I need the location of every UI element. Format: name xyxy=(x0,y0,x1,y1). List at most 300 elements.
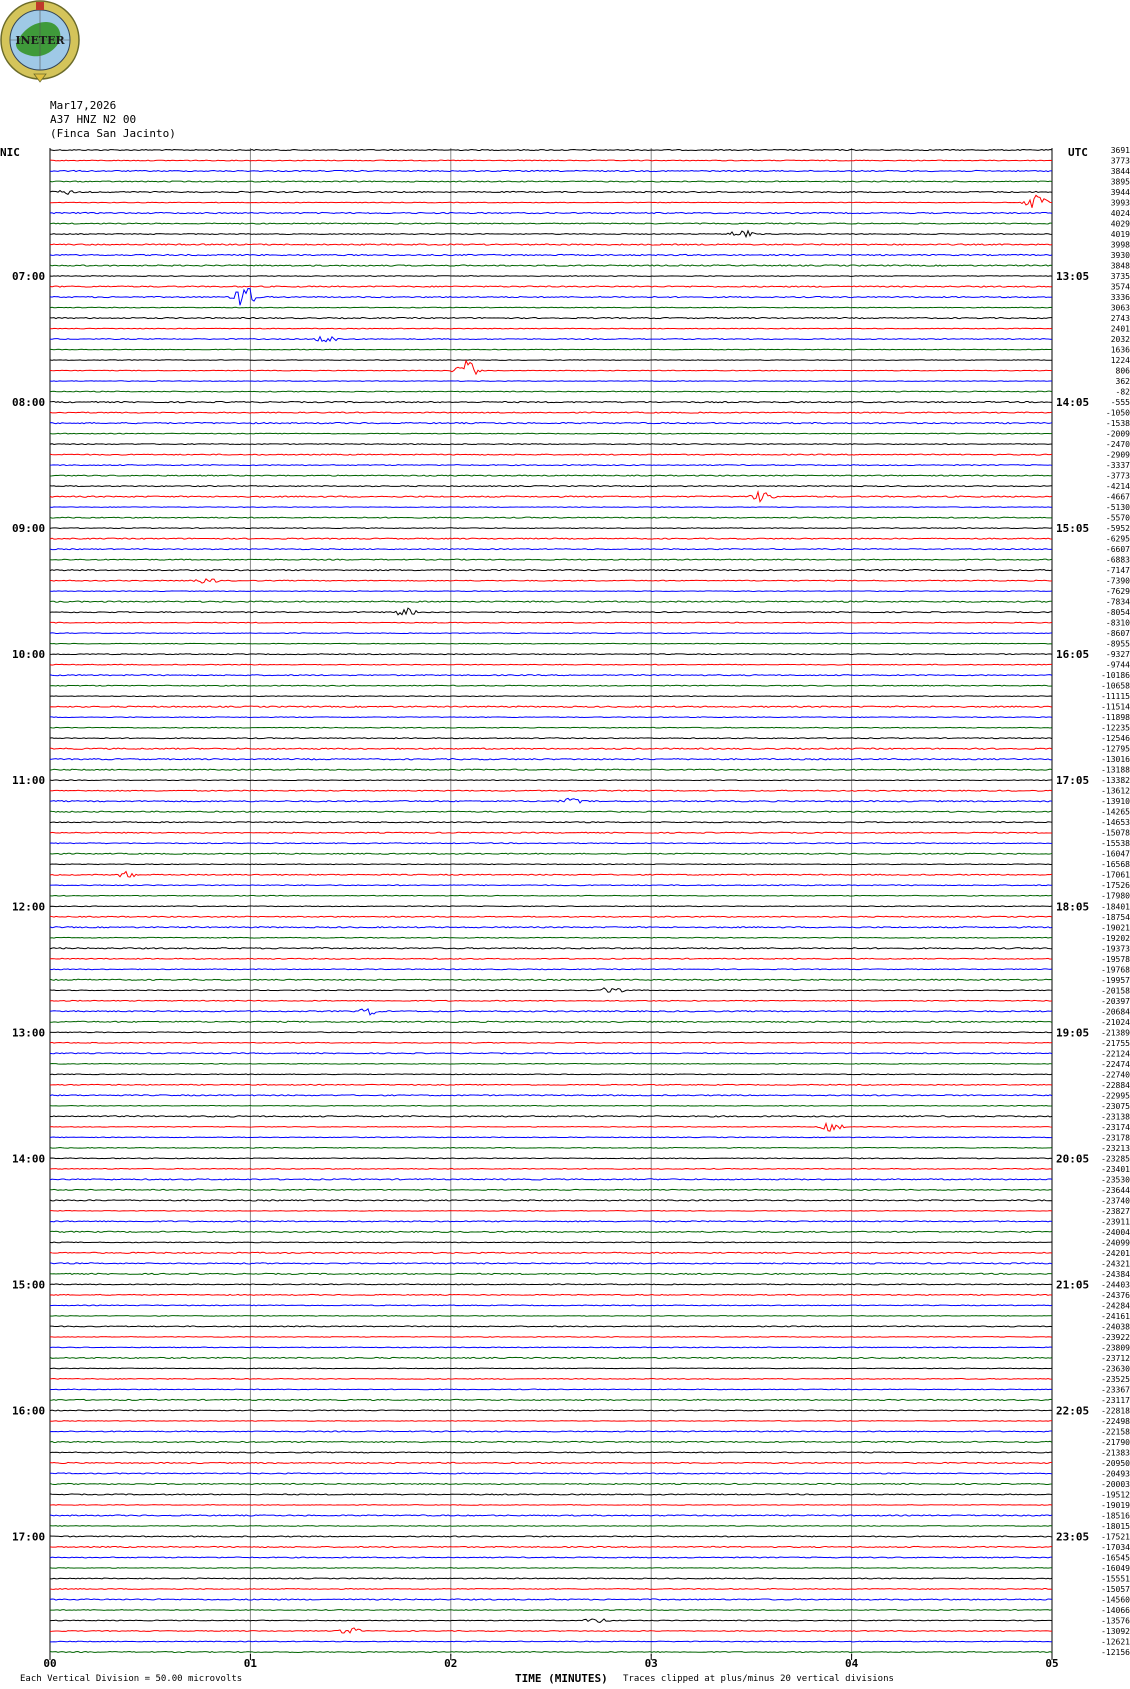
seismic-trace xyxy=(50,748,1052,749)
trace-offset-value: -20003 xyxy=(1101,1479,1130,1489)
trace-offset-value: 2401 xyxy=(1110,324,1130,334)
seismic-trace xyxy=(50,872,1052,878)
trace-offset-value: -24038 xyxy=(1101,1322,1130,1332)
seismic-trace xyxy=(50,486,1052,487)
trace-offset-value: 3691 xyxy=(1110,146,1130,155)
seismic-trace xyxy=(50,885,1052,886)
seismic-trace xyxy=(50,317,1052,318)
trace-offset-value: -23809 xyxy=(1101,1343,1130,1353)
trace-offset-value: -13016 xyxy=(1101,755,1130,765)
seismic-trace xyxy=(50,528,1052,529)
trace-offset-value: -18015 xyxy=(1101,1521,1130,1531)
trace-offset-value: 3336 xyxy=(1110,293,1130,303)
trace-offset-value: -22995 xyxy=(1101,1091,1130,1101)
trace-offset-value: -9744 xyxy=(1105,660,1130,670)
trace-offset-value: -13576 xyxy=(1101,1616,1130,1626)
seismic-trace xyxy=(50,549,1052,550)
trace-offset-value: 3930 xyxy=(1110,251,1130,261)
x-axis-ticks xyxy=(43,1654,1058,1670)
seismic-trace xyxy=(50,195,1052,207)
trace-offset-value: -23285 xyxy=(1101,1154,1130,1164)
trace-offset-value: -14265 xyxy=(1101,807,1130,817)
seismic-trace xyxy=(50,664,1052,665)
trace-offset-value: -2909 xyxy=(1105,450,1130,460)
trace-offset-value: -21024 xyxy=(1101,1017,1130,1027)
trace-offset-value: -17061 xyxy=(1101,870,1130,880)
header-date: Mar17,2026 xyxy=(50,99,117,112)
seismic-trace xyxy=(50,254,1052,255)
trace-offset-value: 3848 xyxy=(1110,261,1130,271)
trace-offset-value: -18401 xyxy=(1101,902,1130,912)
trace-offset-value: 3993 xyxy=(1110,198,1130,208)
trace-offset-value: -13188 xyxy=(1101,765,1130,775)
trace-offset-value: -23827 xyxy=(1101,1206,1130,1216)
seismic-trace xyxy=(50,1347,1052,1348)
seismic-trace xyxy=(50,1462,1052,1463)
seismic-trace xyxy=(50,307,1052,308)
trace-offset-value: -1050 xyxy=(1105,408,1130,418)
seismic-trace xyxy=(50,906,1052,907)
seismic-trace xyxy=(50,1000,1052,1001)
seismic-trace xyxy=(50,1494,1052,1495)
right-time-label: 17:05 xyxy=(1056,774,1090,788)
seismic-trace xyxy=(50,1021,1052,1022)
seismic-trace xyxy=(50,853,1052,854)
trace-offset-value: -11514 xyxy=(1101,702,1130,712)
seismic-trace xyxy=(50,1189,1052,1190)
trace-offset-value: 4024 xyxy=(1110,209,1130,219)
seismic-trace xyxy=(50,1231,1052,1232)
x-tick-label: 02 xyxy=(444,1657,458,1670)
header-site: (Finca San Jacinto) xyxy=(50,127,176,140)
seismic-trace xyxy=(50,1053,1052,1054)
trace-offset-value: -6607 xyxy=(1105,545,1130,555)
seismic-trace xyxy=(50,361,1052,375)
trace-offset-value: -23178 xyxy=(1101,1133,1130,1143)
logo-text: INETER xyxy=(15,34,65,47)
trace-offset-value: -16545 xyxy=(1101,1553,1130,1563)
seismic-trace xyxy=(50,1557,1052,1558)
seismic-trace xyxy=(50,1316,1052,1317)
seismic-trace xyxy=(50,1483,1052,1484)
left-time-label: 16:00 xyxy=(12,1404,46,1418)
seismic-trace xyxy=(50,1158,1052,1159)
trace-offset-value: -19768 xyxy=(1101,965,1130,975)
trace-offset-value: 2743 xyxy=(1110,314,1130,324)
seismic-trace xyxy=(50,475,1052,476)
seismic-trace xyxy=(50,822,1052,823)
seismic-trace xyxy=(50,1357,1052,1358)
seismic-trace xyxy=(50,988,1052,992)
trace-offset-value: -24284 xyxy=(1101,1301,1130,1311)
seismic-trace xyxy=(50,790,1052,791)
trace-offset-value: -15057 xyxy=(1101,1584,1130,1594)
seismic-trace xyxy=(50,1137,1052,1138)
seismic-trace xyxy=(50,401,1052,402)
left-time-label: 11:00 xyxy=(12,774,46,788)
trace-offset-value: -19019 xyxy=(1101,1500,1130,1510)
trace-offset-value: -10186 xyxy=(1101,671,1130,681)
seismic-trace xyxy=(50,1379,1052,1380)
seismic-trace xyxy=(50,895,1052,896)
trace-offset-value: -12156 xyxy=(1101,1648,1130,1657)
seismic-trace xyxy=(50,1294,1052,1295)
trace-offset-value: -23712 xyxy=(1101,1353,1130,1363)
right-time-axis xyxy=(1056,270,1089,1543)
trace-offset-value: -17980 xyxy=(1101,891,1130,901)
seismic-trace xyxy=(50,843,1052,844)
seismic-trace xyxy=(50,559,1052,560)
seismic-trace xyxy=(50,170,1052,171)
trace-offset-value: 3895 xyxy=(1110,177,1130,187)
seismic-trace xyxy=(50,1147,1052,1148)
trace-offset-value: 3773 xyxy=(1110,156,1130,166)
trace-offset-value: -4667 xyxy=(1105,492,1130,502)
seismic-trace xyxy=(50,465,1052,466)
trace-offset-value: -8054 xyxy=(1105,608,1130,618)
left-time-label: 15:00 xyxy=(12,1278,46,1292)
trace-offset-value: -24099 xyxy=(1101,1238,1130,1248)
seismic-trace xyxy=(50,1536,1052,1537)
trace-offset-value: -19202 xyxy=(1101,933,1130,943)
seismic-trace xyxy=(50,1578,1052,1579)
seismic-trace xyxy=(50,916,1052,917)
trace-offset-value: -23213 xyxy=(1101,1143,1130,1153)
trace-offset-value: -24321 xyxy=(1101,1259,1130,1269)
right-time-label: 20:05 xyxy=(1056,1152,1090,1166)
seismic-trace xyxy=(50,507,1052,508)
trace-offset-value: -20950 xyxy=(1101,1458,1130,1468)
seismic-trace xyxy=(50,1599,1052,1600)
x-axis-title: TIME (MINUTES) xyxy=(515,1672,608,1685)
trace-offset-value: 3998 xyxy=(1110,240,1130,250)
seismic-trace xyxy=(50,433,1052,434)
trace-offset-value: -23174 xyxy=(1101,1122,1130,1132)
trace-offset-value: -9327 xyxy=(1105,650,1130,660)
trace-offset-value: -8310 xyxy=(1105,618,1130,628)
trace-offset-value: -23740 xyxy=(1101,1196,1130,1206)
trace-offset-value: -18754 xyxy=(1101,912,1130,922)
seismic-trace xyxy=(50,1389,1052,1390)
trace-offset-value: -21383 xyxy=(1101,1448,1130,1458)
trace-offset-value: -22740 xyxy=(1101,1070,1130,1080)
trace-offset-value: -7834 xyxy=(1105,597,1130,607)
trace-offset-value: -16047 xyxy=(1101,849,1130,859)
seismic-trace xyxy=(50,444,1052,445)
trace-offset-value: -5952 xyxy=(1105,524,1130,534)
seismic-trace xyxy=(50,780,1052,781)
seismic-trace xyxy=(50,1009,1052,1015)
trace-offset-value: -18516 xyxy=(1101,1511,1130,1521)
trace-offset-value: 3944 xyxy=(1110,188,1130,198)
seismic-trace xyxy=(50,149,1052,150)
seismic-trace xyxy=(50,769,1052,770)
seismic-trace xyxy=(50,244,1052,245)
trace-offset-value: -23911 xyxy=(1101,1217,1130,1227)
trace-offset-value: -19373 xyxy=(1101,944,1130,954)
trace-offset-value: -22474 xyxy=(1101,1059,1130,1069)
left-time-label: 13:00 xyxy=(12,1026,46,1040)
trace-offset-value: 3063 xyxy=(1110,303,1130,313)
trace-offset-value: -19021 xyxy=(1101,923,1130,933)
seismic-trace xyxy=(50,685,1052,686)
trace-offset-value: -23530 xyxy=(1101,1175,1130,1185)
seismic-trace xyxy=(50,696,1052,697)
seismic-trace xyxy=(50,1421,1052,1422)
trace-offset-value: -21755 xyxy=(1101,1038,1130,1048)
seismic-trace xyxy=(50,1074,1052,1075)
trace-offset-value: 362 xyxy=(1115,377,1130,387)
trace-offset-value: -17521 xyxy=(1101,1532,1130,1542)
seismic-trace xyxy=(50,1242,1052,1243)
seismic-trace xyxy=(50,979,1052,980)
seismic-trace xyxy=(50,601,1052,602)
seismic-trace xyxy=(50,591,1052,592)
header-station: A37 HNZ N2 00 xyxy=(50,113,137,126)
trace-offset-value: -5570 xyxy=(1105,513,1130,523)
trace-offset-value: -4214 xyxy=(1105,482,1130,492)
left-time-label: 17:00 xyxy=(12,1530,46,1544)
trace-offset-value: 1636 xyxy=(1110,345,1130,355)
right-time-label: 13:05 xyxy=(1056,270,1090,284)
seismic-trace xyxy=(50,391,1052,392)
seismic-trace xyxy=(50,579,1052,583)
right-time-label: 15:05 xyxy=(1056,522,1090,536)
trace-offset-value: -23401 xyxy=(1101,1164,1130,1174)
seismic-trace xyxy=(50,1084,1052,1085)
seismic-trace xyxy=(50,212,1052,213)
trace-offset-value: -22498 xyxy=(1101,1416,1130,1426)
right-time-label: 23:05 xyxy=(1056,1530,1090,1544)
right-time-label: 19:05 xyxy=(1056,1026,1090,1040)
trace-offset-value: -555 xyxy=(1110,398,1130,408)
seismic-trace xyxy=(50,622,1052,623)
trace-offset-value: -13092 xyxy=(1101,1626,1130,1636)
trace-offset-value: -15538 xyxy=(1101,839,1130,849)
left-timezone-label: NIC xyxy=(0,146,20,159)
seismic-trace xyxy=(50,265,1052,266)
x-tick-label: 00 xyxy=(43,1657,57,1670)
trace-offset-value: -14560 xyxy=(1101,1595,1130,1605)
trace-offset-value: -24403 xyxy=(1101,1280,1130,1290)
trace-offset-value: -22124 xyxy=(1101,1049,1130,1059)
seismic-trace xyxy=(50,927,1052,928)
trace-offset-value: -24376 xyxy=(1101,1290,1130,1300)
seismic-trace xyxy=(50,381,1052,382)
seismic-trace xyxy=(50,1168,1052,1169)
trace-offset-value: -24004 xyxy=(1101,1227,1130,1237)
trace-offset-value: -20493 xyxy=(1101,1469,1130,1479)
seismic-trace xyxy=(50,1515,1052,1516)
trace-offset-values xyxy=(1101,146,1130,1657)
trace-offset-value: 4029 xyxy=(1110,219,1130,229)
right-time-label: 14:05 xyxy=(1056,396,1090,410)
left-time-axis xyxy=(12,270,45,1543)
minute-gridlines xyxy=(50,148,1052,1656)
seismic-trace xyxy=(50,538,1052,539)
seismic-trace xyxy=(50,1568,1052,1569)
seismic-trace xyxy=(50,1337,1052,1338)
right-time-label: 18:05 xyxy=(1056,900,1090,914)
trace-offset-value: -17034 xyxy=(1101,1542,1130,1552)
seismic-trace xyxy=(50,969,1052,970)
trace-offset-value: -23138 xyxy=(1101,1112,1130,1122)
trace-offset-value: -23644 xyxy=(1101,1185,1130,1195)
trace-offset-value: -14066 xyxy=(1101,1605,1130,1615)
seismic-trace xyxy=(50,1263,1052,1264)
seismic-trace xyxy=(50,412,1052,413)
trace-offset-value: -24384 xyxy=(1101,1269,1130,1279)
trace-offset-value: -23367 xyxy=(1101,1385,1130,1395)
trace-offset-value: -12546 xyxy=(1101,734,1130,744)
seismic-trace xyxy=(50,1221,1052,1222)
x-tick-label: 01 xyxy=(243,1657,258,1670)
seismic-trace xyxy=(50,1063,1052,1064)
seismic-trace xyxy=(50,1368,1052,1369)
trace-offset-value: -24161 xyxy=(1101,1311,1130,1321)
trace-offset-value: -23922 xyxy=(1101,1332,1130,1342)
seismic-trace xyxy=(50,191,1052,195)
seismic-trace xyxy=(50,1546,1052,1547)
trace-offset-value: -3773 xyxy=(1105,471,1130,481)
right-time-label: 21:05 xyxy=(1056,1278,1090,1292)
seismic-trace xyxy=(50,1526,1052,1527)
seismic-trace xyxy=(50,1200,1052,1201)
left-time-label: 10:00 xyxy=(12,648,46,662)
seismic-trace xyxy=(50,608,1052,615)
trace-offset-value: -17526 xyxy=(1101,881,1130,891)
x-tick-label: 05 xyxy=(1045,1657,1059,1670)
trace-offset-value: -13612 xyxy=(1101,786,1130,796)
seismic-trace xyxy=(50,1431,1052,1432)
seismic-trace xyxy=(50,1619,1052,1623)
seismic-trace xyxy=(50,337,1052,342)
trace-offset-value: -20397 xyxy=(1101,996,1130,1006)
seismic-trace xyxy=(50,1452,1052,1453)
seismic-trace xyxy=(50,1610,1052,1611)
seismic-trace xyxy=(50,832,1052,833)
trace-offset-value: 806 xyxy=(1115,366,1130,376)
scale-note: Each Vertical Division = 50.00 microvolts xyxy=(20,1674,243,1684)
seismic-trace xyxy=(50,422,1052,423)
seismic-trace xyxy=(50,1305,1052,1306)
trace-offset-value: -12621 xyxy=(1101,1637,1130,1647)
seismic-trace xyxy=(50,643,1052,644)
trace-offset-value: -16049 xyxy=(1101,1563,1130,1573)
trace-offset-value: -7147 xyxy=(1105,566,1130,576)
seismic-trace xyxy=(50,1641,1052,1642)
clip-note: Traces clipped at plus/minus 20 vertical divisions xyxy=(623,1674,894,1684)
seismic-trace xyxy=(50,717,1052,718)
trace-offset-value: -12795 xyxy=(1101,744,1130,754)
seismic-trace xyxy=(50,328,1052,329)
seismic-trace xyxy=(50,633,1052,634)
trace-offset-value: 3574 xyxy=(1110,282,1130,292)
seismic-trace xyxy=(50,1326,1052,1327)
seismic-trace xyxy=(50,276,1052,277)
seismic-trace xyxy=(50,727,1052,728)
seismic-trace xyxy=(50,492,1052,502)
trace-offset-value: -15078 xyxy=(1101,828,1130,838)
trace-offset-value: -13910 xyxy=(1101,797,1130,807)
trace-offset-value: -16568 xyxy=(1101,860,1130,870)
trace-offset-value: 1224 xyxy=(1110,356,1130,366)
trace-offset-value: -10658 xyxy=(1101,681,1130,691)
trace-offset-value: -23525 xyxy=(1101,1374,1130,1384)
x-tick-label: 04 xyxy=(844,1657,859,1670)
trace-offset-value: 4019 xyxy=(1110,230,1130,240)
seismic-trace xyxy=(50,937,1052,938)
seismic-trace xyxy=(50,289,1052,306)
trace-offset-value: -23630 xyxy=(1101,1364,1130,1374)
trace-offset-value: -13382 xyxy=(1101,776,1130,786)
trace-offset-value: -23075 xyxy=(1101,1101,1130,1111)
trace-offset-value: -24201 xyxy=(1101,1248,1130,1258)
seismic-trace xyxy=(50,1473,1052,1474)
trace-offset-value: -21790 xyxy=(1101,1437,1130,1447)
left-time-label: 12:00 xyxy=(12,900,46,914)
seismic-traces xyxy=(50,149,1052,1652)
seismic-trace xyxy=(50,1399,1052,1400)
trace-offset-value: -15551 xyxy=(1101,1574,1130,1584)
trace-offset-value: 2032 xyxy=(1110,335,1130,345)
seismic-trace xyxy=(50,181,1052,182)
seismic-trace xyxy=(50,864,1052,865)
seismic-trace xyxy=(50,1652,1052,1653)
trace-offset-value: -5130 xyxy=(1105,503,1130,513)
seismic-trace xyxy=(50,1124,1052,1132)
seismic-trace xyxy=(50,738,1052,739)
seismic-trace xyxy=(50,349,1052,350)
seismic-trace xyxy=(50,1105,1052,1106)
seismic-trace xyxy=(50,1032,1052,1033)
seismic-trace xyxy=(50,675,1052,676)
trace-offset-value: 3844 xyxy=(1110,167,1130,177)
seismic-trace xyxy=(50,654,1052,655)
right-time-label: 22:05 xyxy=(1056,1404,1090,1418)
trace-offset-value: -1538 xyxy=(1105,419,1130,429)
trace-offset-value: -22818 xyxy=(1101,1406,1130,1416)
seismic-trace xyxy=(50,759,1052,760)
left-time-label: 07:00 xyxy=(12,270,46,284)
seismic-trace xyxy=(50,1410,1052,1411)
trace-offset-value: 3735 xyxy=(1110,272,1130,282)
trace-offset-value: -19957 xyxy=(1101,975,1130,985)
trace-offset-value: -12235 xyxy=(1101,723,1130,733)
seismic-trace xyxy=(50,1628,1052,1633)
trace-offset-value: -7390 xyxy=(1105,576,1130,586)
trace-offset-value: -23117 xyxy=(1101,1395,1130,1405)
trace-offset-value: -8955 xyxy=(1105,639,1130,649)
right-timezone-label: UTC xyxy=(1068,146,1088,159)
seismic-trace xyxy=(50,1095,1052,1096)
seismic-trace xyxy=(50,569,1052,570)
seismic-trace xyxy=(50,223,1052,224)
left-time-label: 08:00 xyxy=(12,396,46,410)
trace-offset-value: -20684 xyxy=(1101,1007,1130,1017)
trace-offset-value: -2470 xyxy=(1105,440,1130,450)
trace-offset-value: -21389 xyxy=(1101,1028,1130,1038)
trace-offset-value: -14653 xyxy=(1101,818,1130,828)
left-time-label: 09:00 xyxy=(12,522,46,536)
trace-offset-value: -11898 xyxy=(1101,713,1130,723)
seismic-trace xyxy=(50,948,1052,949)
trace-offset-value: -19578 xyxy=(1101,954,1130,964)
trace-offset-value: -8607 xyxy=(1105,629,1130,639)
seismic-trace xyxy=(50,1116,1052,1117)
seismic-trace xyxy=(50,1273,1052,1274)
trace-offset-value: -11115 xyxy=(1101,692,1130,702)
